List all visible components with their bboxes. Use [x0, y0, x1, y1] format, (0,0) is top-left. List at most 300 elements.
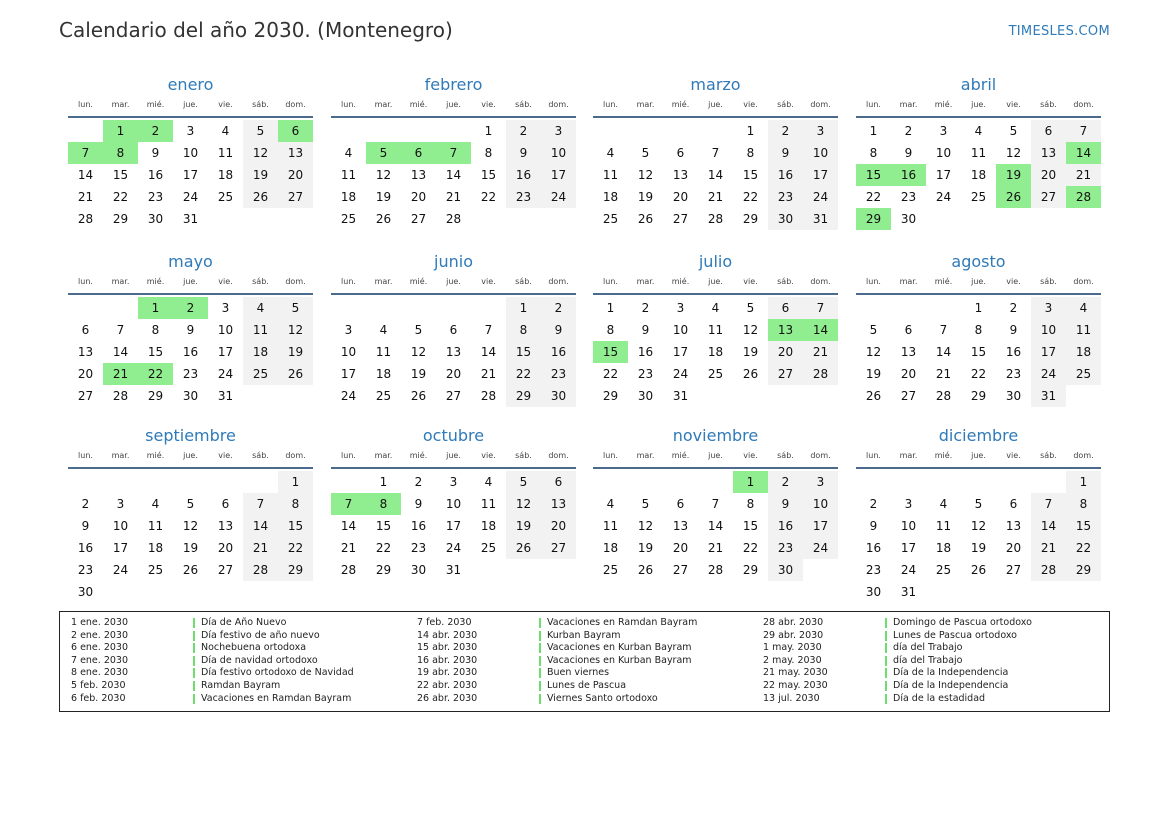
day-cell: 19: [243, 164, 278, 186]
legend-item: [71, 680, 354, 693]
weekday-label: dom.: [1073, 100, 1094, 109]
day-cell: 9: [186, 323, 195, 337]
weekday-label: vie.: [1006, 451, 1021, 460]
day-cell: 21: [707, 190, 724, 204]
day-cell: 8: [484, 146, 493, 160]
legend-item: [71, 667, 354, 680]
day-cell: 26: [742, 367, 759, 381]
day-cell: 7: [711, 497, 720, 511]
day-cell: 11: [147, 519, 164, 533]
day-cell: 23: [77, 563, 94, 577]
holiday-date: 6 feb. 2030: [71, 692, 126, 704]
day-cell: 2: [768, 120, 803, 142]
empty-cell: [593, 471, 628, 493]
empty-cell: [926, 297, 961, 319]
day-cell: 24: [217, 367, 234, 381]
day-cell: 22: [112, 190, 129, 204]
week-row: [331, 493, 576, 515]
day-cell: 3: [676, 301, 685, 315]
day-cell: 5: [974, 497, 983, 511]
day-cell: 21: [803, 341, 838, 363]
day-cell: 19: [182, 541, 199, 555]
week-row: [68, 515, 313, 537]
day-cell: 20: [77, 367, 94, 381]
weekday-header: [68, 276, 313, 290]
day-cell: 26: [970, 563, 987, 577]
weekday-label: sáb.: [252, 451, 269, 460]
day-cell: 31: [803, 208, 838, 230]
weekday-label: sáb.: [1040, 451, 1057, 460]
day-cell: 31: [217, 389, 234, 403]
empty-cell: [401, 120, 436, 142]
empty-cell: [698, 385, 733, 407]
day-cell: 22: [278, 537, 313, 559]
holiday-date: 1 may. 2030: [763, 642, 822, 654]
day-cell: 10: [803, 493, 838, 515]
day-cell: 10: [541, 142, 576, 164]
month-enero: [68, 75, 313, 230]
day-cell: 13: [217, 519, 234, 533]
day-cell: 29: [856, 208, 891, 230]
day-cell: 31: [182, 212, 199, 226]
day-cell: 2: [414, 475, 423, 489]
weekday-label: vie.: [218, 100, 233, 109]
empty-cell: [331, 120, 366, 142]
day-cell: 29: [112, 212, 129, 226]
day-cell: 19: [410, 367, 427, 381]
week-row: [68, 319, 313, 341]
day-cell: 1: [733, 471, 768, 493]
day-cell: 11: [340, 168, 357, 182]
empty-cell: [471, 208, 506, 230]
day-cell: 6: [278, 120, 313, 142]
day-cell: 9: [768, 493, 803, 515]
day-cell: 12: [742, 323, 759, 337]
legend-item: [763, 617, 1032, 630]
holiday-marker: [885, 694, 887, 704]
empty-cell: [366, 120, 401, 142]
day-cell: 27: [900, 389, 917, 403]
day-cell: 9: [414, 497, 423, 511]
weekday-label: mié.: [409, 277, 428, 286]
week-row: [593, 537, 838, 559]
day-cell: 29: [375, 563, 392, 577]
week-row: [593, 319, 838, 341]
week-row: [593, 493, 838, 515]
day-cell: 24: [182, 190, 199, 204]
month-name: abril: [960, 75, 997, 94]
holiday-name: Vacaciones en Kurban Bayram: [547, 642, 692, 654]
holiday-name: Viernes Santo ortodoxo: [547, 692, 658, 704]
day-cell: 1: [138, 297, 173, 319]
day-cell: 20: [445, 367, 462, 381]
day-cell: 1: [278, 471, 313, 493]
weekday-label: vie.: [218, 451, 233, 460]
day-cell: 7: [1066, 120, 1101, 142]
day-cell: 25: [217, 190, 234, 204]
day-cell: 30: [541, 385, 576, 407]
day-cell: 20: [1031, 164, 1066, 186]
empty-cell: [278, 581, 313, 603]
week-row: [856, 537, 1101, 559]
week-row: [68, 186, 313, 208]
day-cell: 25: [375, 389, 392, 403]
week-row: [856, 319, 1101, 341]
weekday-header: [856, 276, 1101, 290]
day-cell: 24: [340, 389, 357, 403]
day-cell: 16: [147, 168, 164, 182]
weekday-label: mar.: [374, 277, 393, 286]
empty-cell: [331, 297, 366, 319]
day-cell: 18: [1066, 341, 1101, 363]
week-row: [856, 120, 1101, 142]
weekday-label: sáb.: [252, 277, 269, 286]
week-row: [331, 559, 576, 581]
week-row: [331, 120, 576, 142]
holiday-name: día del Trabajo: [893, 642, 963, 654]
day-cell: 5: [506, 471, 541, 493]
weekday-label: mar.: [899, 451, 918, 460]
legend-item: [71, 642, 354, 655]
week-row: [331, 537, 576, 559]
day-cell: 8: [974, 323, 983, 337]
weekday-label: mar.: [636, 451, 655, 460]
day-cell: 26: [410, 389, 427, 403]
day-cell: 9: [904, 146, 913, 160]
empty-cell: [68, 297, 103, 319]
day-cell: 4: [711, 301, 720, 315]
day-cell: 16: [77, 541, 94, 555]
day-cell: 9: [641, 323, 650, 337]
weekday-label: jue.: [708, 451, 723, 460]
empty-cell: [243, 471, 278, 493]
day-cell: 2: [138, 120, 173, 142]
month-junio: [331, 252, 576, 407]
month-name: junio: [434, 252, 473, 271]
week-row: [593, 341, 838, 363]
day-cell: 25: [243, 363, 278, 385]
holiday-date: 16 abr. 2030: [417, 654, 478, 666]
empty-cell: [103, 471, 138, 493]
day-cell: 25: [1066, 363, 1101, 385]
day-cell: 3: [541, 120, 576, 142]
day-cell: 8: [1066, 493, 1101, 515]
empty-cell: [996, 581, 1031, 603]
day-cell: 29: [742, 212, 759, 226]
day-cell: 5: [1009, 124, 1018, 138]
weekday-header: [593, 276, 838, 290]
legend-item: [417, 693, 697, 706]
empty-cell: [733, 385, 768, 407]
week-row: [593, 297, 838, 319]
day-cell: 1: [869, 124, 878, 138]
legend-item: [71, 655, 354, 668]
holiday-marker: [193, 631, 195, 641]
day-cell: 20: [278, 164, 313, 186]
day-cell: 2: [904, 124, 913, 138]
holiday-date: 21 may. 2030: [763, 667, 828, 679]
week-row: [68, 493, 313, 515]
day-cell: 12: [243, 142, 278, 164]
week-row: [856, 581, 1101, 603]
week-row: [856, 142, 1101, 164]
month-julio: [593, 252, 838, 407]
day-cell: 7: [939, 323, 948, 337]
week-row: [593, 515, 838, 537]
weekday-label: lun.: [866, 277, 881, 286]
day-cell: 2: [768, 471, 803, 493]
day-cell: 5: [746, 301, 755, 315]
day-cell: 4: [484, 475, 493, 489]
day-cell: 17: [340, 367, 357, 381]
holiday-marker: [539, 694, 541, 704]
legend-item: [763, 667, 1032, 680]
header-divider: [331, 293, 576, 295]
day-cell: 3: [904, 497, 913, 511]
day-cell: 20: [217, 541, 234, 555]
empty-cell: [961, 208, 996, 230]
day-cell: 21: [103, 363, 138, 385]
holiday-name: día del Trabajo: [893, 654, 963, 666]
holiday-name: Lunes de Pascua ortodoxo: [893, 629, 1017, 641]
day-cell: 7: [116, 323, 125, 337]
day-cell: 16: [891, 164, 926, 186]
day-cell: 4: [221, 124, 230, 138]
empty-cell: [891, 297, 926, 319]
day-cell: 6: [768, 297, 803, 319]
day-cell: 6: [81, 323, 90, 337]
week-row: [593, 208, 838, 230]
day-cell: 6: [1009, 497, 1018, 511]
day-cell: 24: [900, 563, 917, 577]
empty-cell: [768, 385, 803, 407]
day-cell: 23: [1005, 367, 1022, 381]
empty-cell: [698, 120, 733, 142]
legend-item: [417, 667, 697, 680]
day-cell: 26: [278, 363, 313, 385]
day-cell: 24: [803, 186, 838, 208]
month-name: octubre: [422, 426, 485, 445]
day-cell: 16: [637, 345, 654, 359]
holiday-name: Buen viernes: [547, 667, 610, 679]
day-cell: 15: [742, 519, 759, 533]
legend-item: [417, 642, 697, 655]
header-divider: [68, 467, 313, 469]
day-cell: 14: [707, 168, 724, 182]
day-cell: 8: [606, 323, 615, 337]
day-cell: 16: [506, 164, 541, 186]
empty-cell: [856, 471, 891, 493]
holiday-marker: [539, 668, 541, 678]
day-cell: 14: [77, 168, 94, 182]
weekday-label: lun.: [341, 277, 356, 286]
empty-cell: [331, 471, 366, 493]
day-cell: 4: [1066, 297, 1101, 319]
day-cell: 27: [672, 212, 689, 226]
empty-cell: [173, 471, 208, 493]
month-mayo: [68, 252, 313, 407]
day-cell: 20: [410, 190, 427, 204]
day-cell: 24: [445, 541, 462, 555]
holiday-date: 15 abr. 2030: [417, 642, 478, 654]
day-cell: 16: [768, 164, 803, 186]
day-cell: 25: [340, 212, 357, 226]
day-cell: 13: [77, 345, 94, 359]
day-cell: 2: [541, 297, 576, 319]
day-cell: 5: [243, 120, 278, 142]
day-cell: 12: [637, 168, 654, 182]
holiday-name: Vacaciones en Kurban Bayram: [547, 654, 692, 666]
empty-cell: [68, 471, 103, 493]
day-cell: 14: [445, 168, 462, 182]
header-divider: [593, 467, 838, 469]
holiday-date: 2 may. 2030: [763, 654, 822, 666]
holiday-marker: [885, 631, 887, 641]
day-cell: 14: [1031, 515, 1066, 537]
day-cell: 18: [147, 541, 164, 555]
day-cell: 9: [81, 519, 90, 533]
month-agosto: [856, 252, 1101, 407]
weekday-header: [593, 450, 838, 464]
weekday-label: sáb.: [777, 451, 794, 460]
day-cell: 7: [803, 297, 838, 319]
day-cell: 1: [746, 124, 755, 138]
empty-cell: [803, 559, 838, 581]
legend-column: [763, 617, 1032, 705]
weekday-label: jue.: [708, 100, 723, 109]
day-cell: 16: [865, 541, 882, 555]
empty-cell: [471, 559, 506, 581]
weekday-label: jue.: [446, 100, 461, 109]
day-cell: 17: [803, 515, 838, 537]
weekday-label: jue.: [183, 277, 198, 286]
month-abril: [856, 75, 1101, 230]
weekday-label: dom.: [810, 277, 831, 286]
day-cell: 12: [970, 519, 987, 533]
weekday-label: jue.: [971, 100, 986, 109]
day-cell: 27: [217, 563, 234, 577]
day-cell: 6: [449, 323, 458, 337]
holiday-date: 22 may. 2030: [763, 679, 828, 691]
day-cell: 23: [506, 186, 541, 208]
weekday-label: vie.: [481, 100, 496, 109]
day-cell: 25: [147, 563, 164, 577]
day-cell: 26: [182, 563, 199, 577]
holiday-marker: [885, 643, 887, 653]
day-cell: 13: [672, 168, 689, 182]
week-row: [856, 385, 1101, 407]
month-name: septiembre: [145, 426, 236, 445]
empty-cell: [1066, 385, 1101, 407]
holiday-marker: [193, 681, 195, 691]
day-cell: 5: [414, 323, 423, 337]
empty-cell: [1031, 208, 1066, 230]
day-cell: 6: [1031, 120, 1066, 142]
day-cell: 18: [935, 541, 952, 555]
day-cell: 27: [672, 563, 689, 577]
day-cell: 29: [742, 563, 759, 577]
day-cell: 3: [803, 471, 838, 493]
day-cell: 22: [1066, 537, 1101, 559]
legend-item: [417, 630, 697, 643]
day-cell: 18: [375, 367, 392, 381]
holiday-date: 1 ene. 2030: [71, 617, 128, 628]
week-row: [856, 341, 1101, 363]
day-cell: 17: [900, 541, 917, 555]
day-cell: 28: [935, 389, 952, 403]
day-cell: 25: [602, 563, 619, 577]
day-cell: 28: [77, 212, 94, 226]
day-cell: 23: [768, 537, 803, 559]
day-cell: 4: [974, 124, 983, 138]
day-cell: 19: [637, 190, 654, 204]
day-cell: 10: [340, 345, 357, 359]
day-cell: 10: [182, 146, 199, 160]
day-cell: 19: [375, 190, 392, 204]
day-cell: 21: [1066, 164, 1101, 186]
day-cell: 15: [856, 164, 891, 186]
day-cell: 29: [147, 389, 164, 403]
day-cell: 19: [506, 515, 541, 537]
day-cell: 15: [112, 168, 129, 182]
day-cell: 24: [541, 186, 576, 208]
day-cell: 28: [707, 563, 724, 577]
day-cell: 28: [1031, 559, 1066, 581]
month-name: mayo: [168, 252, 213, 271]
day-cell: 27: [77, 389, 94, 403]
day-cell: 22: [602, 367, 619, 381]
day-cell: 6: [904, 323, 913, 337]
empty-cell: [541, 208, 576, 230]
holiday-name: Lunes de Pascua: [547, 679, 627, 691]
weekday-label: mié.: [934, 277, 953, 286]
empty-cell: [628, 120, 663, 142]
empty-cell: [926, 208, 961, 230]
legend-item: [71, 630, 354, 643]
holiday-date: 26 abr. 2030: [417, 692, 478, 704]
month-name: noviembre: [672, 426, 759, 445]
day-cell: 23: [637, 367, 654, 381]
header-divider: [856, 116, 1101, 118]
site-link[interactable]: TIMESLES.COM: [1008, 24, 1110, 39]
weekday-header: [68, 450, 313, 464]
day-cell: 12: [865, 345, 882, 359]
empty-cell: [996, 208, 1031, 230]
week-row: [331, 515, 576, 537]
day-cell: 15: [506, 341, 541, 363]
day-cell: 23: [182, 367, 199, 381]
weekday-label: mar.: [111, 451, 130, 460]
day-cell: 28: [803, 363, 838, 385]
day-cell: 30: [768, 559, 803, 581]
day-cell: 4: [243, 297, 278, 319]
empty-cell: [208, 208, 243, 230]
holiday-marker: [885, 656, 887, 666]
day-cell: 31: [672, 389, 689, 403]
day-cell: 4: [344, 146, 353, 160]
empty-cell: [103, 581, 138, 603]
day-cell: 8: [278, 493, 313, 515]
holiday-name: Ramdan Bayram: [201, 679, 281, 691]
day-cell: 10: [217, 323, 234, 337]
header-divider: [593, 116, 838, 118]
day-cell: 16: [1005, 345, 1022, 359]
day-cell: 23: [147, 190, 164, 204]
day-cell: 13: [900, 345, 917, 359]
empty-cell: [68, 120, 103, 142]
day-cell: 21: [243, 537, 278, 559]
week-row: [593, 186, 838, 208]
